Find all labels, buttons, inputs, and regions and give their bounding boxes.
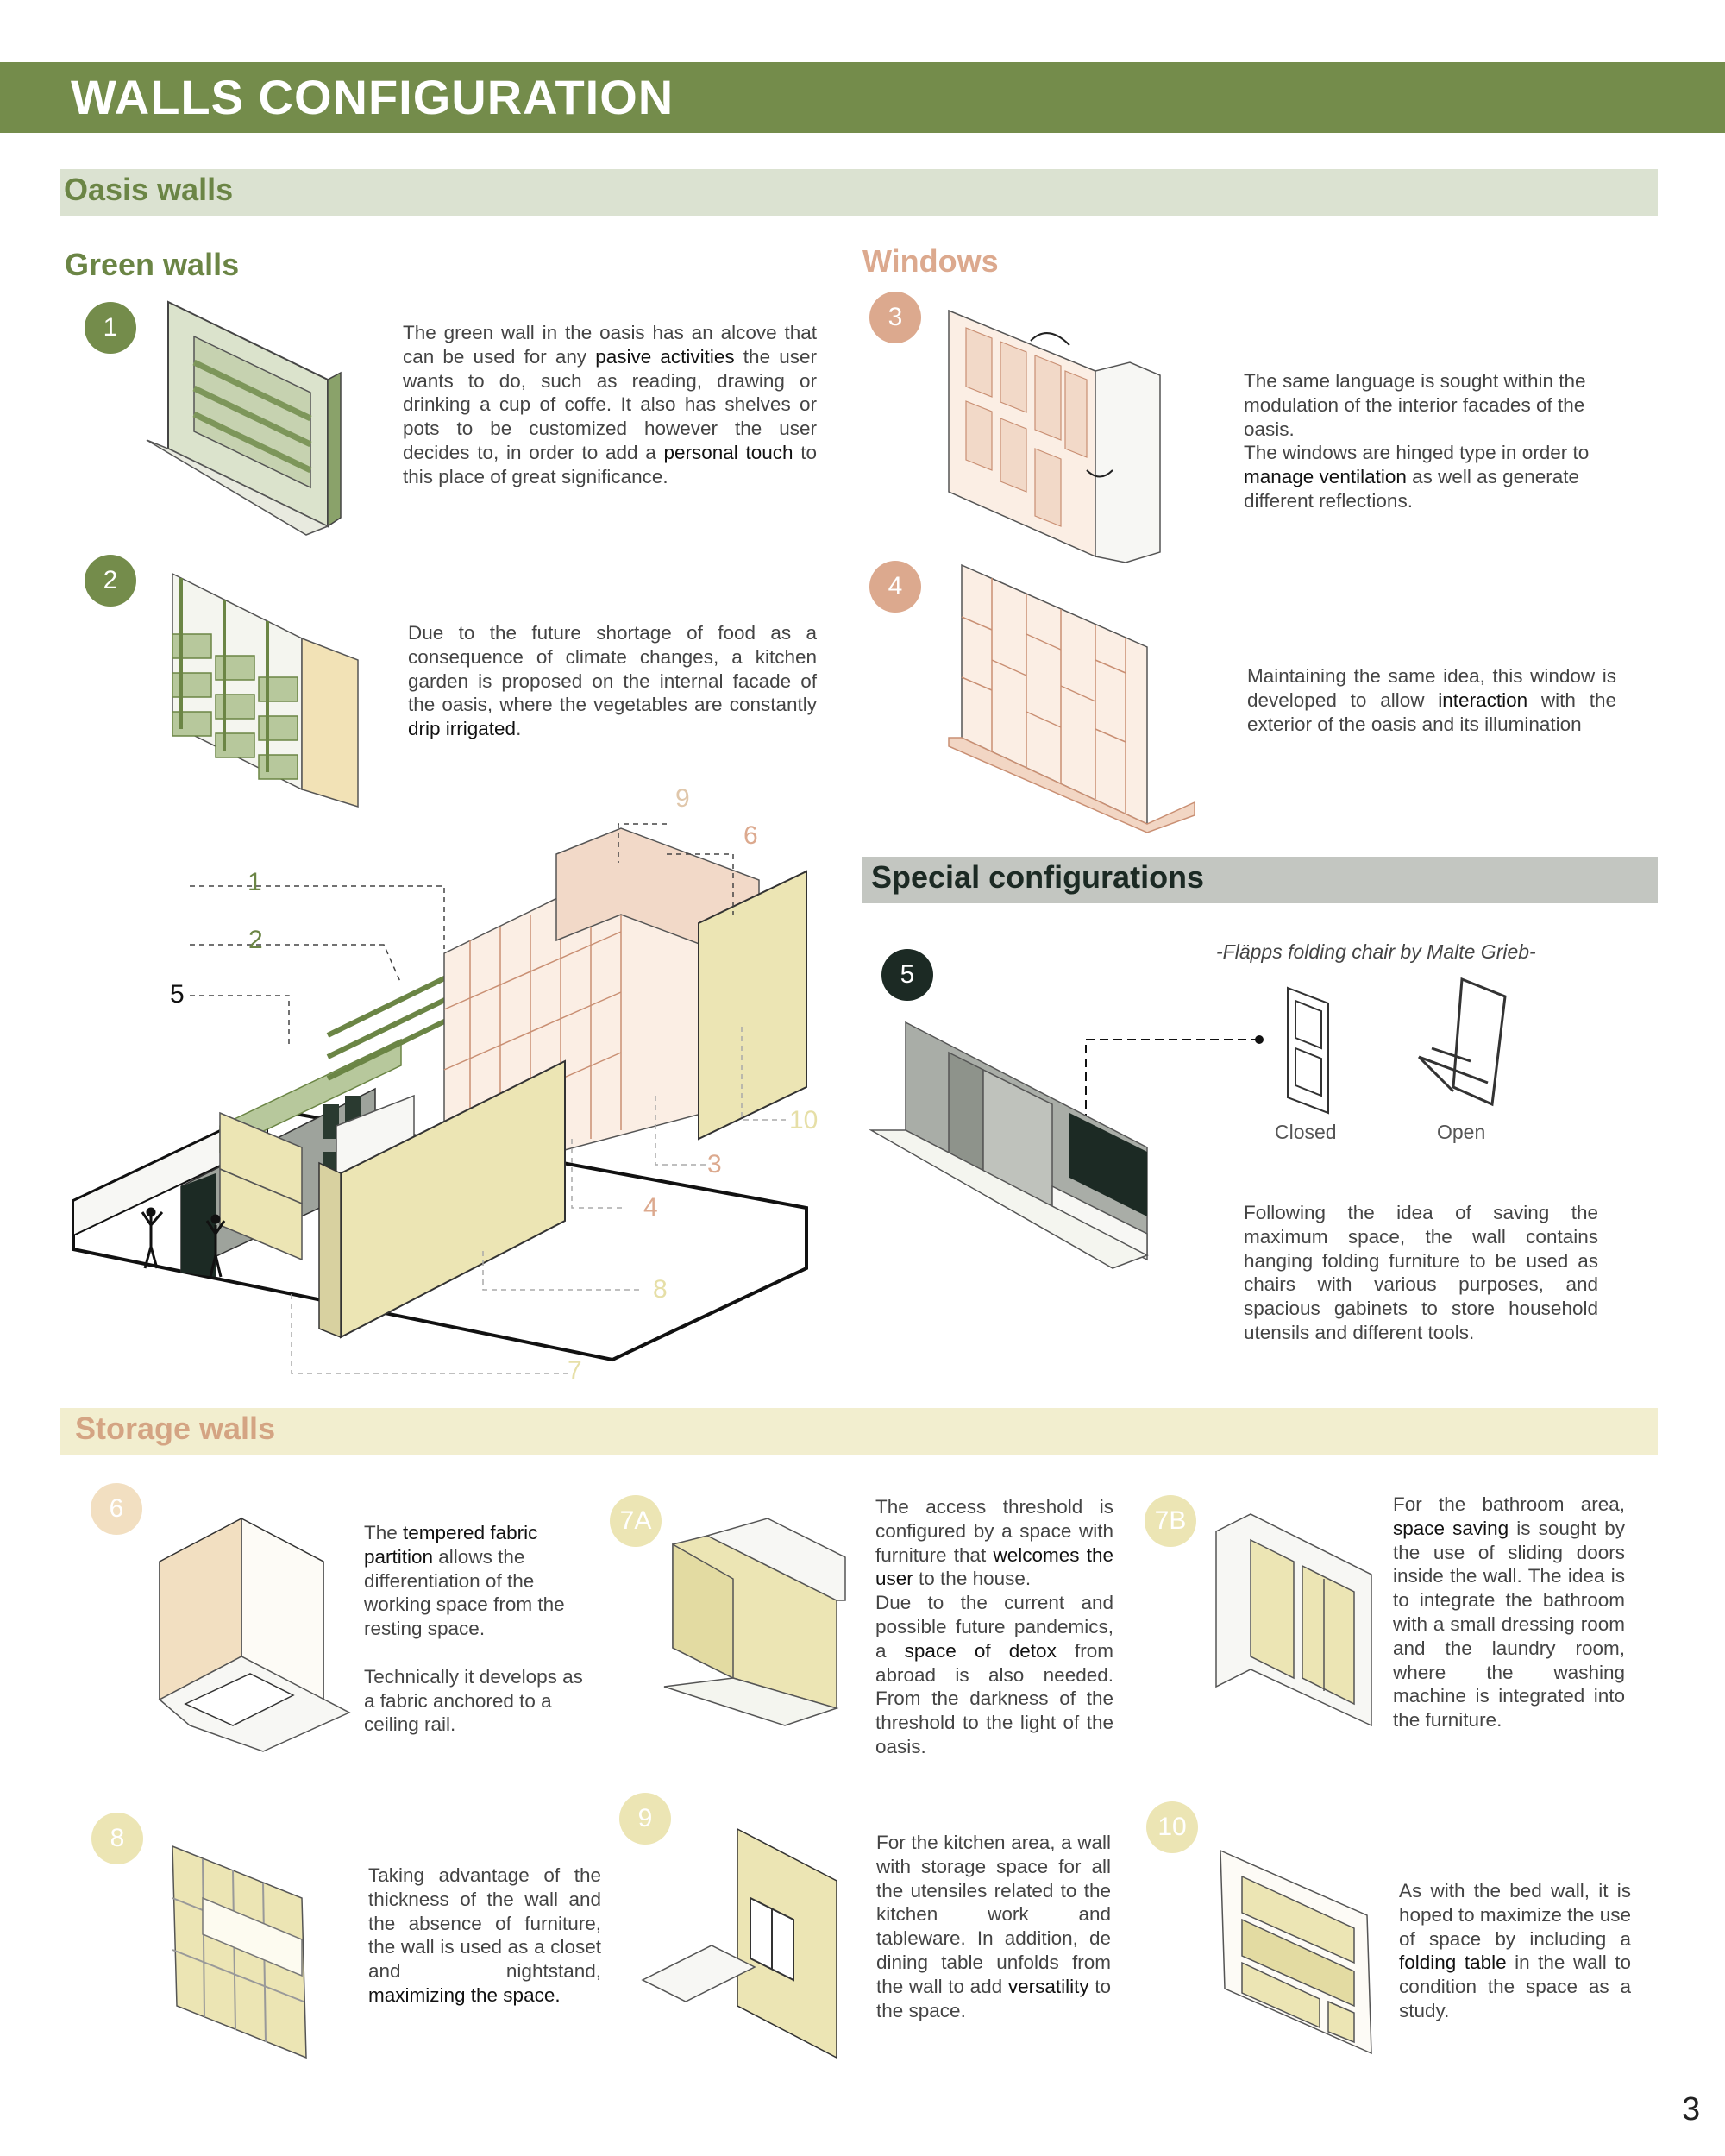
- callout-1: 1: [248, 868, 262, 896]
- kitchen-garden-drawing-2: [164, 574, 362, 815]
- oasis-band: [60, 169, 1658, 216]
- badge-6: 6: [91, 1483, 142, 1535]
- callout-9: 9: [675, 784, 690, 813]
- callout-7: 7: [568, 1356, 582, 1385]
- text-3: The same language is sought within the modulation of the interior facades of the oasis. The windows are hinged type in order to manage ventilation as well as generate different reflections.: [1244, 370, 1590, 512]
- badge-1: 1: [85, 302, 136, 354]
- special-heading: Special configurations: [871, 859, 1205, 895]
- storage-band: [60, 1408, 1658, 1455]
- callout-8: 8: [653, 1275, 668, 1304]
- folding-chair-closed-icon: [1285, 988, 1337, 1117]
- badge-3: 3: [869, 292, 921, 343]
- chair-caption: -Fläpps folding chair by Malte Grieb-: [1216, 940, 1536, 963]
- badge-7b: 7B: [1145, 1495, 1196, 1547]
- text-7a: The access threshold is configured by a space with furniture that welcomes the user to the house. Due to the current and possible future pandemics, a space of detox from abroad is also needed. From the darkness of the threshold to the light of the oasis.: [875, 1496, 1113, 1757]
- text-10: As with the bed wall, it is hoped to maximize the use of space by including a folding table in the wall to condition the space as a study.: [1399, 1880, 1631, 2021]
- green-wall-drawing-1: [142, 302, 349, 535]
- badge-8: 8: [91, 1813, 143, 1864]
- text-9: For the kitchen area, a wall with storage space for all the utensiles related to the kitchen work and tableware. In addition, de dining table unfolds from the wall to add versatility to the space.: [876, 1832, 1111, 2021]
- badge-10: 10: [1146, 1801, 1198, 1853]
- text-1: The green wall in the oasis has an alcove that can be used for any pasive activities the user wants to do, such as reading, drawing or drinking a cup of coffe. It also has shelves or pots to be customized however the user decides to, in order to add a personal touch to this place of great significance.: [403, 322, 817, 487]
- hinged-window-drawing-3: [949, 311, 1164, 561]
- badge-5: 5: [881, 949, 933, 1001]
- oasis-heading: Oasis walls: [64, 172, 234, 207]
- text-4: Maintaining the same idea, this window is developed to allow interaction with the exterior of the oasis and its illumination: [1247, 665, 1617, 735]
- callout-4: 4: [643, 1193, 658, 1222]
- callout-6: 6: [743, 821, 758, 850]
- kitchen-wall-drawing-9: [643, 1829, 841, 2062]
- text-8: Taking advantage of the thickness of the wall and the absence of furniture, the wall is used as a closet and nightstand, maximizing the space.: [368, 1864, 601, 2006]
- text-2: Due to the future shortage of food as a consequence of climate changes, a kitchen garden is proposed on the internal facade of the oasis, where the vegetables are constantly drip irrigated.: [408, 622, 817, 740]
- page-number: 3: [1682, 2091, 1701, 2128]
- badge-4: 4: [869, 561, 921, 613]
- page-title: WALLS CONFIGURATION: [71, 70, 674, 124]
- green-walls-heading: Green walls: [65, 247, 240, 282]
- badge-2: 2: [85, 555, 136, 607]
- window-interaction-drawing-4: [949, 565, 1199, 833]
- multifunction-wall-drawing-5: [871, 1018, 1182, 1268]
- storage-heading: Storage walls: [75, 1411, 276, 1446]
- study-wall-drawing-10: [1216, 1851, 1380, 2053]
- closet-wall-drawing-8: [168, 1846, 315, 2062]
- text-6: The tempered fabric partition allows the differentiation of the working space from the resting space. Technically it develops as a fabric anchored to a ceiling rail.: [364, 1522, 583, 1736]
- text-5: Following the idea of saving the maximum space, the wall contains hanging folding furniture to be used as chairs with various purposes, and spacious gabinets to store household utensils and different tools.: [1244, 1202, 1598, 1343]
- closed-label: Closed: [1275, 1121, 1337, 1143]
- callout-10: 10: [789, 1106, 819, 1135]
- callout-2: 2: [248, 926, 263, 954]
- threshold-drawing-7a: [664, 1518, 871, 1725]
- badge-7a: 7A: [610, 1495, 662, 1547]
- folding-chair-open-icon: [1419, 979, 1514, 1109]
- callout-3: 3: [707, 1150, 722, 1179]
- text-7b: For the bathroom area, space saving is sought by the use of sliding doors inside the wall. The idea is to integrate the bathroom with a small dressing room and the laundry room, where the washing machine is integrated into the furniture.: [1393, 1493, 1625, 1732]
- open-label: Open: [1437, 1121, 1486, 1143]
- axonometric-plan: [69, 811, 845, 1372]
- bathroom-drawing-7b: [1212, 1514, 1384, 1730]
- fabric-partition-drawing-6: [151, 1518, 358, 1756]
- callout-5: 5: [170, 980, 185, 1009]
- windows-heading: Windows: [862, 243, 999, 279]
- badge-9: 9: [619, 1793, 671, 1845]
